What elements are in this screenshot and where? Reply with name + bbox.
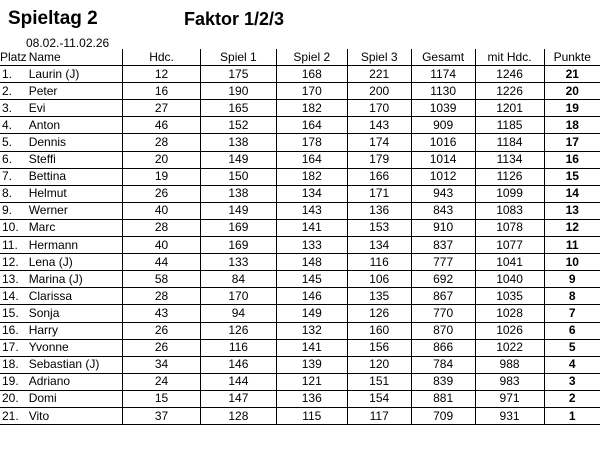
cell-punkte: 11: [544, 237, 600, 254]
cell-platz: 17.: [0, 339, 27, 356]
cell-name: Laurin (J): [27, 66, 123, 83]
cell-gesamt: 692: [411, 271, 475, 288]
cell-spiel-3: 174: [347, 134, 411, 151]
cell-platz: 15.: [0, 305, 27, 322]
cell-mit-hdc: 1246: [475, 66, 544, 83]
cell-spiel-3: 153: [347, 219, 411, 236]
table-row: [0, 390, 600, 407]
cell-punkte: 14: [544, 185, 600, 202]
cell-name: Dennis: [27, 134, 123, 151]
cell-hdc: 20: [123, 151, 201, 168]
cell-spiel-2: 141: [276, 339, 347, 356]
table-row: [0, 373, 600, 390]
cell-platz: 21.: [0, 407, 27, 424]
cell-spiel-2: 164: [276, 117, 347, 134]
table-row: [0, 407, 600, 424]
cell-hdc: 27: [123, 100, 201, 117]
cell-platz: 2.: [0, 83, 27, 100]
cell-name: Werner: [27, 202, 123, 219]
cell-punkte: 10: [544, 254, 600, 271]
cell-spiel-3: 170: [347, 100, 411, 117]
cell-mit-hdc: 1201: [475, 100, 544, 117]
cell-spiel-1: 126: [200, 322, 276, 339]
cell-gesamt: 1174: [411, 66, 475, 83]
cell-platz: 1.: [0, 66, 27, 83]
cell-gesamt: 881: [411, 390, 475, 407]
table-row: [0, 151, 600, 168]
cell-hdc: 28: [123, 134, 201, 151]
cell-mit-hdc: 1185: [475, 117, 544, 134]
table-row: [0, 100, 600, 117]
cell-mit-hdc: 1226: [475, 83, 544, 100]
cell-hdc: 19: [123, 168, 201, 185]
cell-spiel-3: 143: [347, 117, 411, 134]
cell-spiel-2: 141: [276, 219, 347, 236]
page-title: Spieltag 2: [8, 8, 98, 29]
cell-spiel-3: 117: [347, 407, 411, 424]
cell-name: Yvonne: [27, 339, 123, 356]
column-header-spiel-3: Spiel 3: [347, 49, 411, 66]
cell-spiel-3: 135: [347, 288, 411, 305]
cell-gesamt: 910: [411, 219, 475, 236]
cell-name: Domi: [27, 390, 123, 407]
table-row: [0, 339, 600, 356]
cell-spiel-1: 170: [200, 288, 276, 305]
cell-name: Sonja: [27, 305, 123, 322]
cell-mit-hdc: 1022: [475, 339, 544, 356]
cell-platz: 20.: [0, 390, 27, 407]
cell-spiel-1: 147: [200, 390, 276, 407]
cell-punkte: 19: [544, 100, 600, 117]
cell-punkte: 7: [544, 305, 600, 322]
cell-platz: 3.: [0, 100, 27, 117]
cell-spiel-3: 179: [347, 151, 411, 168]
cell-punkte: 1: [544, 407, 600, 424]
column-header-spiel-1: Spiel 1: [200, 49, 276, 66]
cell-punkte: 3: [544, 373, 600, 390]
cell-spiel-1: 152: [200, 117, 276, 134]
cell-platz: 18.: [0, 356, 27, 373]
cell-spiel-1: 146: [200, 356, 276, 373]
factor-label: Faktor 1/2/3: [184, 9, 285, 29]
cell-name: Lena (J): [27, 254, 123, 271]
cell-spiel-3: 126: [347, 305, 411, 322]
cell-name: Harry: [27, 322, 123, 339]
column-header-mit-hdc: mit Hdc.: [475, 49, 544, 66]
cell-spiel-1: 144: [200, 373, 276, 390]
cell-spiel-3: 154: [347, 390, 411, 407]
cell-spiel-2: 136: [276, 390, 347, 407]
table-row: [0, 237, 600, 254]
cell-spiel-1: 138: [200, 134, 276, 151]
cell-gesamt: 770: [411, 305, 475, 322]
cell-spiel-3: 166: [347, 168, 411, 185]
table-row: [0, 356, 600, 373]
cell-gesamt: 709: [411, 407, 475, 424]
cell-name: Evi: [27, 100, 123, 117]
cell-hdc: 16: [123, 83, 201, 100]
cell-spiel-1: 150: [200, 168, 276, 185]
cell-mit-hdc: 1077: [475, 237, 544, 254]
cell-spiel-2: 145: [276, 271, 347, 288]
cell-hdc: 26: [123, 322, 201, 339]
cell-mit-hdc: 988: [475, 356, 544, 373]
cell-spiel-1: 169: [200, 219, 276, 236]
cell-gesamt: 843: [411, 202, 475, 219]
cell-spiel-1: 84: [200, 271, 276, 288]
cell-mit-hdc: 971: [475, 390, 544, 407]
cell-name: Marina (J): [27, 271, 123, 288]
cell-spiel-2: 168: [276, 66, 347, 83]
table-body: [0, 66, 600, 425]
column-header-name: Name: [27, 49, 123, 66]
cell-name: Bettina: [27, 168, 123, 185]
cell-spiel-2: 148: [276, 254, 347, 271]
cell-spiel-2: 133: [276, 237, 347, 254]
cell-hdc: 34: [123, 356, 201, 373]
cell-gesamt: 867: [411, 288, 475, 305]
cell-punkte: 12: [544, 219, 600, 236]
cell-spiel-3: 116: [347, 254, 411, 271]
cell-spiel-1: 138: [200, 185, 276, 202]
table-row: [0, 254, 600, 271]
cell-punkte: 18: [544, 117, 600, 134]
cell-spiel-2: 170: [276, 83, 347, 100]
cell-platz: 14.: [0, 288, 27, 305]
cell-hdc: 12: [123, 66, 201, 83]
cell-spiel-2: 146: [276, 288, 347, 305]
cell-mit-hdc: 1134: [475, 151, 544, 168]
cell-name: Adriano: [27, 373, 123, 390]
cell-spiel-1: 165: [200, 100, 276, 117]
cell-platz: 12.: [0, 254, 27, 271]
cell-name: Marc: [27, 219, 123, 236]
cell-platz: 5.: [0, 134, 27, 151]
cell-spiel-2: 121: [276, 373, 347, 390]
cell-gesamt: 784: [411, 356, 475, 373]
cell-gesamt: 909: [411, 117, 475, 134]
cell-punkte: 15: [544, 168, 600, 185]
cell-platz: 16.: [0, 322, 27, 339]
cell-name: Clarissa: [27, 288, 123, 305]
cell-spiel-2: 149: [276, 305, 347, 322]
cell-hdc: 58: [123, 271, 201, 288]
cell-name: Hermann: [27, 237, 123, 254]
cell-gesamt: 943: [411, 185, 475, 202]
column-header-punkte: Punkte: [544, 49, 600, 66]
cell-punkte: 6: [544, 322, 600, 339]
cell-spiel-3: 106: [347, 271, 411, 288]
date-range: 08.02.-11.02.26: [26, 36, 110, 50]
cell-punkte: 4: [544, 356, 600, 373]
cell-spiel-2: 132: [276, 322, 347, 339]
column-header-gesamt: Gesamt: [411, 49, 475, 66]
cell-spiel-1: 149: [200, 202, 276, 219]
cell-hdc: 46: [123, 117, 201, 134]
table-row: [0, 202, 600, 219]
cell-platz: 19.: [0, 373, 27, 390]
cell-spiel-1: 175: [200, 66, 276, 83]
cell-spiel-3: 221: [347, 66, 411, 83]
cell-spiel-3: 156: [347, 339, 411, 356]
cell-hdc: 28: [123, 219, 201, 236]
cell-punkte: 20: [544, 83, 600, 100]
table-row: [0, 305, 600, 322]
cell-spiel-3: 134: [347, 237, 411, 254]
cell-gesamt: 1130: [411, 83, 475, 100]
cell-punkte: 8: [544, 288, 600, 305]
cell-platz: 13.: [0, 271, 27, 288]
cell-platz: 7.: [0, 168, 27, 185]
cell-spiel-2: 182: [276, 100, 347, 117]
cell-mit-hdc: 1035: [475, 288, 544, 305]
table-row: [0, 168, 600, 185]
column-header-spiel-2: Spiel 2: [276, 49, 347, 66]
cell-mit-hdc: 1028: [475, 305, 544, 322]
cell-spiel-3: 171: [347, 185, 411, 202]
results-table: [0, 49, 600, 425]
cell-platz: 10.: [0, 219, 27, 236]
cell-punkte: 21: [544, 66, 600, 83]
cell-punkte: 13: [544, 202, 600, 219]
table-row: [0, 288, 600, 305]
table-row: [0, 83, 600, 100]
cell-hdc: 43: [123, 305, 201, 322]
cell-platz: 11.: [0, 237, 27, 254]
cell-gesamt: 777: [411, 254, 475, 271]
cell-mit-hdc: 1099: [475, 185, 544, 202]
cell-spiel-2: 182: [276, 168, 347, 185]
cell-hdc: 26: [123, 339, 201, 356]
cell-spiel-3: 160: [347, 322, 411, 339]
cell-spiel-3: 136: [347, 202, 411, 219]
cell-gesamt: 839: [411, 373, 475, 390]
table-row: [0, 219, 600, 236]
cell-hdc: 28: [123, 288, 201, 305]
cell-platz: 8.: [0, 185, 27, 202]
cell-mit-hdc: 983: [475, 373, 544, 390]
cell-hdc: 37: [123, 407, 201, 424]
cell-punkte: 9: [544, 271, 600, 288]
table-row: [0, 66, 600, 83]
cell-spiel-2: 164: [276, 151, 347, 168]
cell-gesamt: 1016: [411, 134, 475, 151]
cell-punkte: 16: [544, 151, 600, 168]
cell-gesamt: 870: [411, 322, 475, 339]
cell-name: Vito: [27, 407, 123, 424]
cell-gesamt: 837: [411, 237, 475, 254]
cell-hdc: 24: [123, 373, 201, 390]
cell-spiel-1: 116: [200, 339, 276, 356]
cell-mit-hdc: 1078: [475, 219, 544, 236]
table-row: [0, 185, 600, 202]
cell-punkte: 5: [544, 339, 600, 356]
cell-spiel-1: 128: [200, 407, 276, 424]
cell-hdc: 40: [123, 237, 201, 254]
cell-mit-hdc: 931: [475, 407, 544, 424]
cell-spiel-3: 151: [347, 373, 411, 390]
cell-name: Steffi: [27, 151, 123, 168]
cell-gesamt: 866: [411, 339, 475, 356]
cell-name: Anton: [27, 117, 123, 134]
cell-hdc: 44: [123, 254, 201, 271]
cell-mit-hdc: 1026: [475, 322, 544, 339]
cell-spiel-1: 149: [200, 151, 276, 168]
cell-platz: 4.: [0, 117, 27, 134]
cell-platz: 6.: [0, 151, 27, 168]
cell-spiel-2: 178: [276, 134, 347, 151]
cell-name: Peter: [27, 83, 123, 100]
title-row: [0, 8, 600, 32]
cell-spiel-2: 143: [276, 202, 347, 219]
cell-spiel-1: 190: [200, 83, 276, 100]
cell-mit-hdc: 1041: [475, 254, 544, 271]
cell-mit-hdc: 1184: [475, 134, 544, 151]
table-row: [0, 271, 600, 288]
cell-mit-hdc: 1126: [475, 168, 544, 185]
cell-spiel-2: 115: [276, 407, 347, 424]
cell-mit-hdc: 1040: [475, 271, 544, 288]
cell-spiel-1: 169: [200, 237, 276, 254]
cell-punkte: 17: [544, 134, 600, 151]
table-row: [0, 117, 600, 134]
cell-punkte: 2: [544, 390, 600, 407]
column-header-platz: Platz: [0, 49, 27, 66]
table-row: [0, 134, 600, 151]
cell-spiel-2: 134: [276, 185, 347, 202]
cell-hdc: 40: [123, 202, 201, 219]
table-header-row: [0, 49, 600, 66]
cell-spiel-3: 120: [347, 356, 411, 373]
cell-platz: 9.: [0, 202, 27, 219]
column-header-hdc: Hdc.: [123, 49, 201, 66]
cell-hdc: 26: [123, 185, 201, 202]
cell-spiel-1: 133: [200, 254, 276, 271]
cell-name: Helmut: [27, 185, 123, 202]
cell-name: Sebastian (J): [27, 356, 123, 373]
table-row: [0, 322, 600, 339]
cell-gesamt: 1014: [411, 151, 475, 168]
cell-gesamt: 1039: [411, 100, 475, 117]
cell-spiel-2: 139: [276, 356, 347, 373]
cell-spiel-1: 94: [200, 305, 276, 322]
cell-hdc: 15: [123, 390, 201, 407]
cell-mit-hdc: 1083: [475, 202, 544, 219]
cell-gesamt: 1012: [411, 168, 475, 185]
cell-spiel-3: 200: [347, 83, 411, 100]
